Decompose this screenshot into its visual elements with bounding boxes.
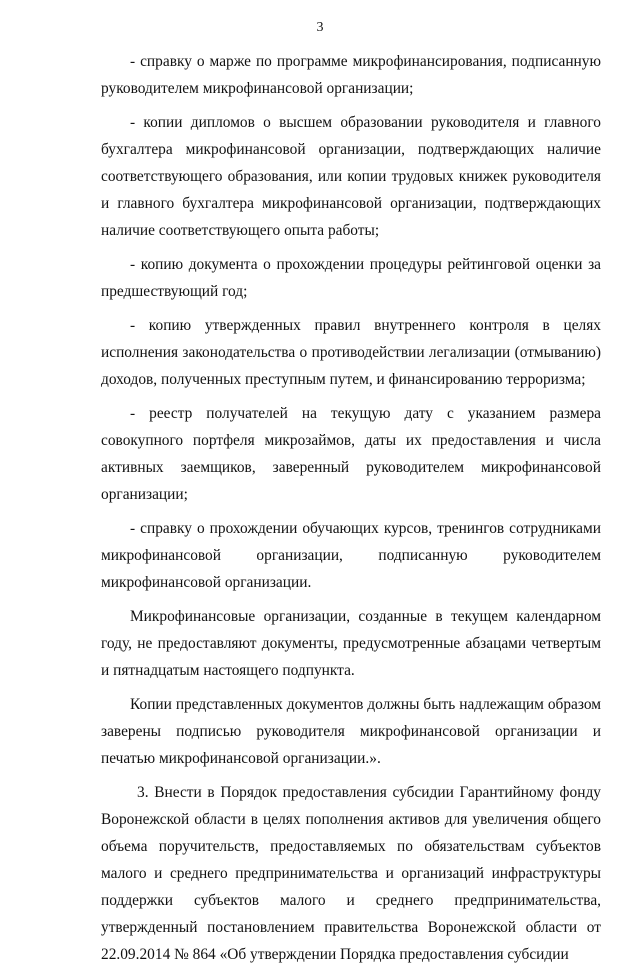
document-body	[101, 48, 601, 968]
paragraph-margin-certificate: - справку о марже по программе микрофинансирования, подписанную руководителем микрофинансовой организации;	[101, 53, 601, 97]
paragraph-diploma-copies: - копии дипломов о высшем образовании руководителя и главного бухгалтера микрофинансовой организации, подтверждающих наличие соответствующего образования, или копии трудовых книжек руководителя и главного бухгалтера микрофинансовой организации, подтверждающих наличие соответствующего опыта работы;	[101, 114, 601, 239]
paragraph-copies-certification: Копии представленных документов должны быть надлежащим образом заверены подписью руководителя микрофинансовой организации и печатью микрофинансовой организации.».	[101, 696, 601, 767]
paragraph-internal-control-rules: - копию утвержденных правил внутреннего контроля в целях исполнения законодательства о противодействии легализации (отмыванию) доходов, полученных преступным путем, и финансированию терроризма;	[101, 317, 601, 388]
paragraph-new-organizations: Микрофинансовые организации, созданные в текущем календарном году, не предоставляют документы, предусмотренные абзацами четвертым и пятнадцатым настоящего подпункта.	[101, 608, 601, 679]
paragraph-item-3: 3. Внести в Порядок предоставления субсидии Гарантийному фонду Воронежской области в целях пополнения активов для увеличения общего объема поручительств, предоставляемых по обязательствам субъектов малого и среднего предпринимательства и организаций инфраструктуры поддержки субъектов малого и среднего предпринимательства, утвержденный постановлением правительства Воронежской области от 22.09.2014 № 864 «Об утверждении Порядка предоставления субсидии	[101, 784, 601, 963]
paragraph-rating-assessment: - копию документа о прохождении процедуры рейтинговой оценки за предшествующий год;	[101, 256, 601, 300]
paragraph-recipients-register: - реестр получателей на текущую дату с указанием размера совокупного портфеля микрозаймов, даты их предоставления и числа активных заемщиков, заверенный руководителем микрофинансовой организации;	[101, 405, 601, 503]
page-number: 3	[316, 20, 324, 35]
paragraph-training-certificate: - справку о прохождении обучающих курсов, тренингов сотрудниками микрофинансовой организации, подписанную руководителем микрофинансовой организации.	[101, 520, 601, 591]
